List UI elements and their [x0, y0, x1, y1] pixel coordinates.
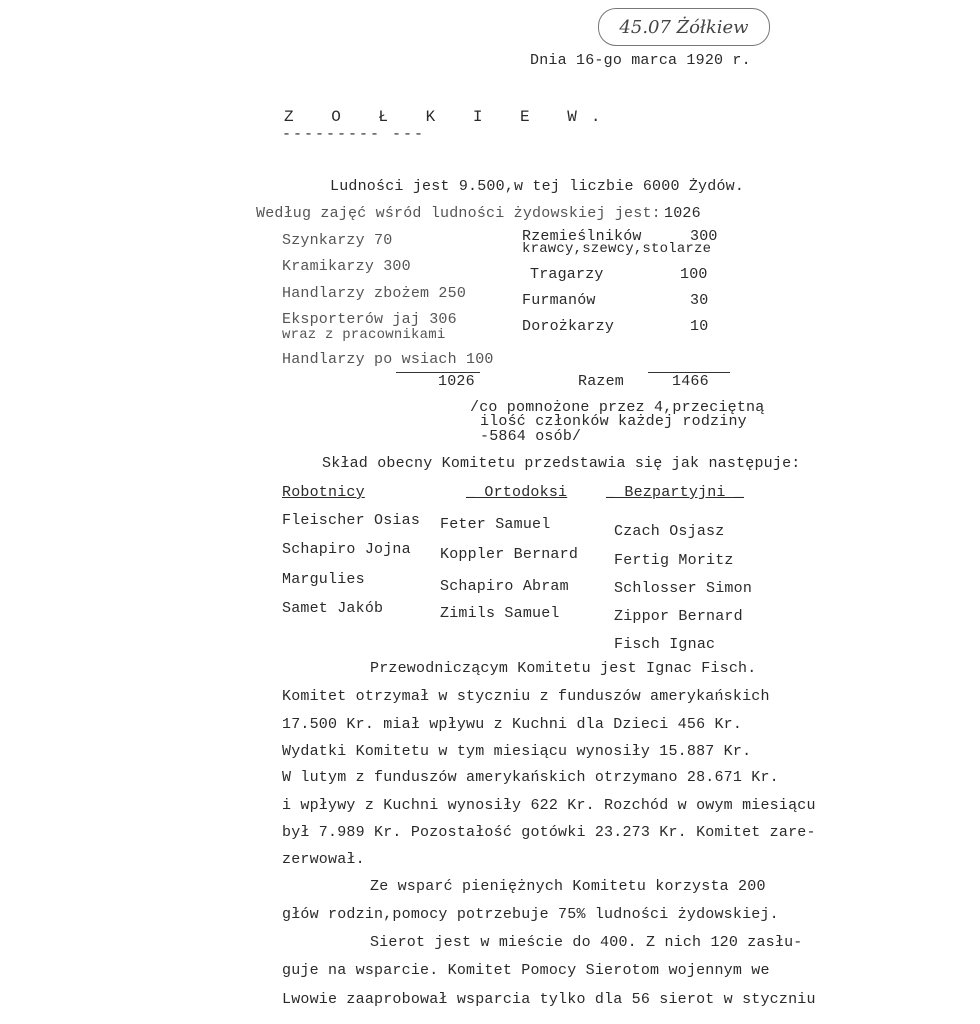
- left-row: Szynkarzy 70: [282, 232, 393, 249]
- left-total: 1026: [438, 373, 475, 390]
- paragraph-line: W lutym z funduszów amerykańskich otrzymano 28.671 Kr.: [282, 769, 779, 786]
- population-line: Ludności jest 9.500,w tej liczbie 6000 Żydów.: [330, 178, 745, 195]
- left-row-note: wraz z pracownikami: [282, 327, 446, 343]
- committee-member: Schapiro Jojna: [282, 541, 411, 558]
- committee-member: Margulies: [282, 571, 365, 588]
- multiplied-note-line: -5864 osób/: [480, 428, 582, 445]
- document-title: Z O Ł K I E W.: [284, 108, 615, 126]
- right-row-value: 30: [690, 292, 709, 309]
- committee-member: Samet Jakób: [282, 600, 384, 617]
- right-row-label: Furmanów: [522, 292, 596, 309]
- sum-label: Razem: [578, 373, 625, 390]
- committee-header-workers: Robotnicy: [282, 484, 365, 501]
- sum-value: 1466: [672, 373, 709, 390]
- committee-member: Koppler Bernard: [440, 546, 579, 563]
- committee-member: Fleischer Osias: [282, 512, 421, 529]
- committee-intro: Skład obecny Komitetu przedstawia się jak następuje:: [322, 455, 801, 472]
- multiplied-note-line: /co pomnożone przez 4,przeciętną: [470, 399, 765, 416]
- paragraph-line: Lwowie zaaprobował wsparcia tylko dla 56 sierot w styczniu: [282, 991, 816, 1008]
- paragraph-line: głów rodzin,pomocy potrzebuje 75% ludności żydowskiej.: [282, 906, 779, 923]
- craftsmen-note: krawcy,szewcy,stolarze: [522, 241, 712, 257]
- craftsmen-label: Rzemieślników: [522, 228, 642, 245]
- committee-member: Schapiro Abram: [440, 578, 569, 595]
- committee-member: Zimils Samuel: [440, 605, 560, 622]
- right-row-label: Dorożkarzy: [522, 318, 615, 335]
- paragraph-line: 17.500 Kr. miał wpływu z Kuchni dla Dzieci 456 Kr.: [282, 716, 743, 733]
- archive-handwritten-note: 45.07 Żółkiew: [598, 8, 770, 46]
- title-underline: --------- ---: [282, 126, 426, 143]
- occupation-total-top: 1026: [664, 205, 701, 222]
- left-row: Handlarzy zbożem 250: [282, 285, 467, 302]
- occupation-intro: Według zajęć wśród ludności żydowskiej jest:: [256, 205, 661, 222]
- left-row: Kramikarzy 300: [282, 258, 411, 275]
- committee-member: Fisch Ignac: [614, 636, 716, 653]
- committee-member: Zippor Bernard: [614, 608, 743, 625]
- paragraph-line: zerwował.: [282, 851, 365, 868]
- paragraph-line: Komitet otrzymał w styczniu z funduszów amerykańskich: [282, 688, 770, 705]
- paragraph-line: Przewodniczącym Komitetu jest Ignac Fisch.: [370, 660, 757, 677]
- multiplied-note-line: ilość członków każdej rodziny: [480, 413, 747, 430]
- committee-member: Feter Samuel: [440, 516, 551, 533]
- committee-header-nonparty: _ Bezpartyjni _: [606, 484, 745, 501]
- craftsmen-value: 300: [690, 228, 718, 245]
- paragraph-line: był 7.989 Kr. Pozostałość gotówki 23.273 Kr. Komitet zare-: [282, 824, 816, 841]
- paragraph-line: Sierot jest w mieście do 400. Z nich 120 zasłu-: [370, 934, 803, 951]
- committee-member: Fertig Moritz: [614, 552, 734, 569]
- right-row-value: 100: [680, 266, 708, 283]
- right-row-label: Tragarzy: [530, 266, 604, 283]
- paragraph-line: Ze wsparć pieniężnych Komitetu korzysta 200: [370, 878, 766, 895]
- committee-member: Schlosser Simon: [614, 580, 753, 597]
- right-row-value: 10: [690, 318, 709, 335]
- paragraph-line: i wpływy z Kuchni wynosiły 622 Kr. Rozchód w owym miesiącu: [282, 797, 816, 814]
- paragraph-line: guje na wsparcie. Komitet Pomocy Sierotom wojennym we: [282, 962, 770, 979]
- committee-header-orthodox: _ Ortodoksi: [466, 484, 568, 501]
- left-row: Handlarzy po wsiach 100: [282, 351, 494, 368]
- paragraph-line: Wydatki Komitetu w tym miesiącu wynosiły 15.887 Kr.: [282, 743, 752, 760]
- left-row: Eksporterów jaj 306: [282, 311, 457, 328]
- committee-member: Czach Osjasz: [614, 523, 725, 540]
- date-line: Dnia 16-go marca 1920 r.: [530, 52, 751, 69]
